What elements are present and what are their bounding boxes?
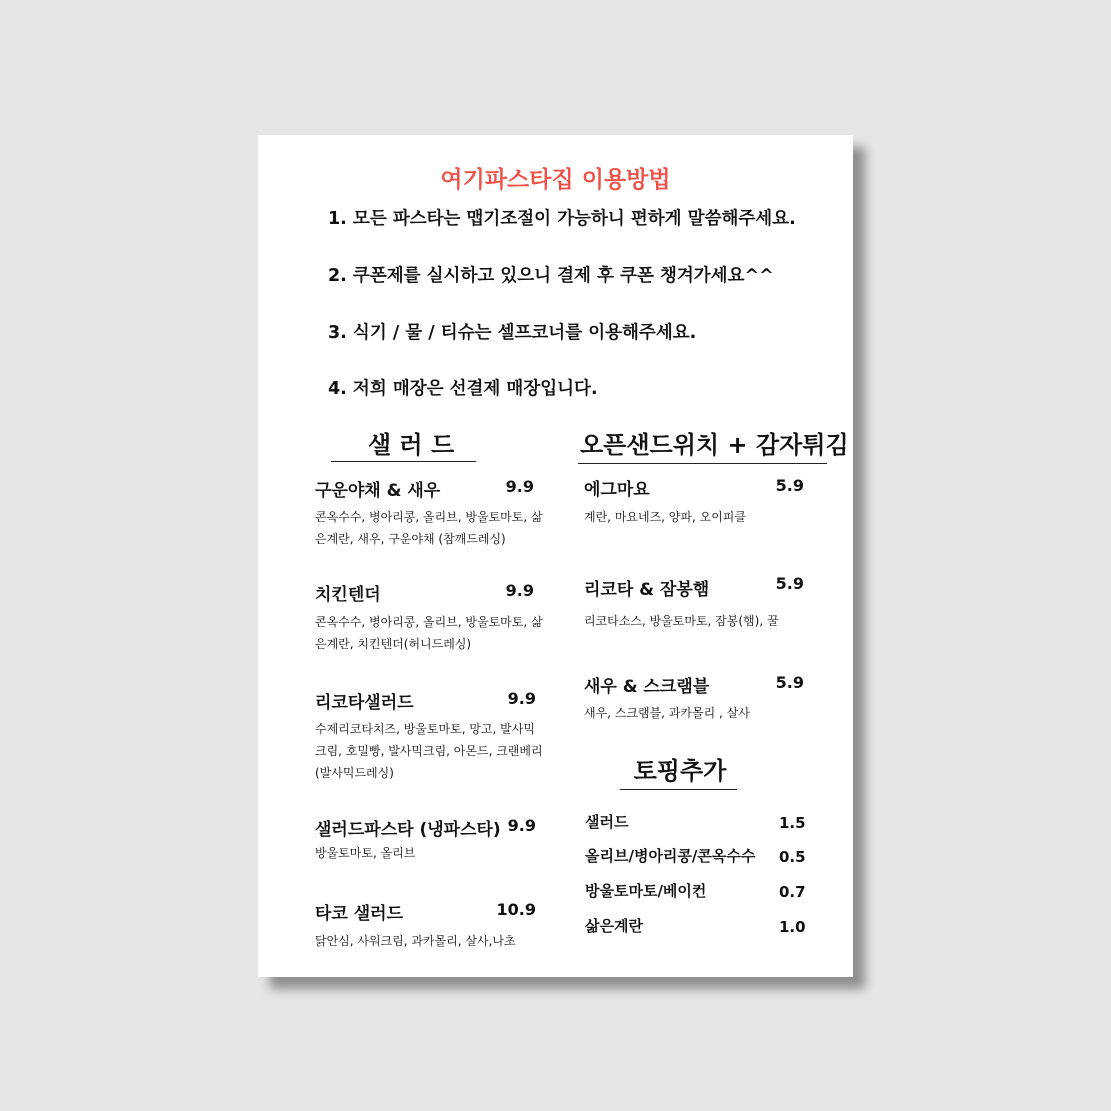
topping-item-price: 0.5	[779, 848, 806, 866]
salad-item-desc: 콘옥수수, 병아리콩, 올리브, 방울토마토, 삶은계란, 치킨텐더(허니드레싱)	[315, 615, 543, 651]
topping-item-price: 1.0	[779, 918, 806, 936]
salad-item-desc: 수제리코타치즈, 방울토마토, 망고, 발사믹크림, 호밀빵, 발사믹크림, 아몬드, 크랜베리 (발사믹드레싱)	[315, 722, 543, 780]
topping-heading: 토핑추가	[633, 757, 727, 785]
topping-item-price: 1.5	[779, 814, 806, 832]
rule-2: 2. 쿠폰제를 실시하고 있으니 결제 후 쿠폰 챙겨가세요^^	[328, 266, 774, 286]
sandwich-item-name: 에그마요	[584, 480, 650, 500]
sandwich-item-desc: 리코타소스, 방울토마토, 잠봉(햄), 꿀	[584, 614, 779, 628]
salad-item-price: 9.9	[507, 816, 536, 835]
sandwich-heading: 오픈샌드위치 + 감자튀김	[580, 431, 849, 459]
rule-1: 1. 모든 파스타는 맵기조절이 가능하니 편하게 말씀해주세요.	[328, 209, 796, 229]
sandwich-item-price: 5.9	[775, 476, 804, 495]
salad-item-name: 치킨텐더	[315, 585, 381, 605]
sandwich-item-price: 5.9	[775, 574, 804, 593]
salad-item-name: 타코 샐러드	[315, 904, 404, 924]
sandwich-item-desc: 새우, 스크램블, 과카몰리 , 살사	[584, 706, 750, 720]
salad-item-desc: 닭안심, 사워크림, 과카몰리, 살사,나초	[315, 934, 516, 948]
sandwich-item-name: 새우 & 스크램블	[584, 677, 710, 697]
topping-item-name: 샐러드	[585, 813, 629, 831]
salad-item-price: 10.9	[496, 900, 536, 919]
salad-item-name: 샐러드파스타 (냉파스타)	[315, 820, 501, 840]
rule-4: 4. 저희 매장은 선결제 매장입니다.	[328, 379, 598, 399]
salad-item-price: 9.9	[505, 581, 534, 600]
menu-sheet	[258, 135, 853, 977]
sandwich-item-price: 5.9	[775, 673, 804, 692]
sandwich-item-name: 리코타 & 잠봉햄	[584, 580, 710, 600]
topping-item-name: 삶은계란	[585, 917, 643, 935]
salad-heading: 샐 러 드	[367, 431, 455, 459]
salad-item-desc: 방울토마토, 올리브	[315, 846, 416, 860]
salad-item-name: 리코타샐러드	[315, 693, 414, 713]
topping-item-name: 올리브/병아리콩/콘옥수수	[585, 847, 756, 865]
sandwich-item-desc: 계란, 마요네즈, 양파, 오이피클	[584, 510, 746, 524]
rule-3: 3. 식기 / 물 / 티슈는 셀프코너를 이용해주세요.	[328, 323, 697, 343]
topping-item-price: 0.7	[779, 883, 806, 901]
page-title: 여기파스타집 이용방법	[440, 167, 671, 193]
salad-heading-underline	[331, 461, 476, 462]
salad-item-desc: 콘옥수수, 병아리콩, 올리브, 방울토마토, 삶은계란, 새우, 구운야채 (참깨드레싱)	[315, 510, 543, 546]
salad-item-price: 9.9	[505, 477, 534, 496]
salad-item-price: 9.9	[507, 689, 536, 708]
topping-heading-underline	[620, 789, 737, 790]
sandwich-heading-underline	[578, 463, 827, 464]
topping-item-name: 방울토마토/베이컨	[585, 882, 707, 900]
salad-item-name: 구운야채 & 새우	[315, 481, 441, 501]
